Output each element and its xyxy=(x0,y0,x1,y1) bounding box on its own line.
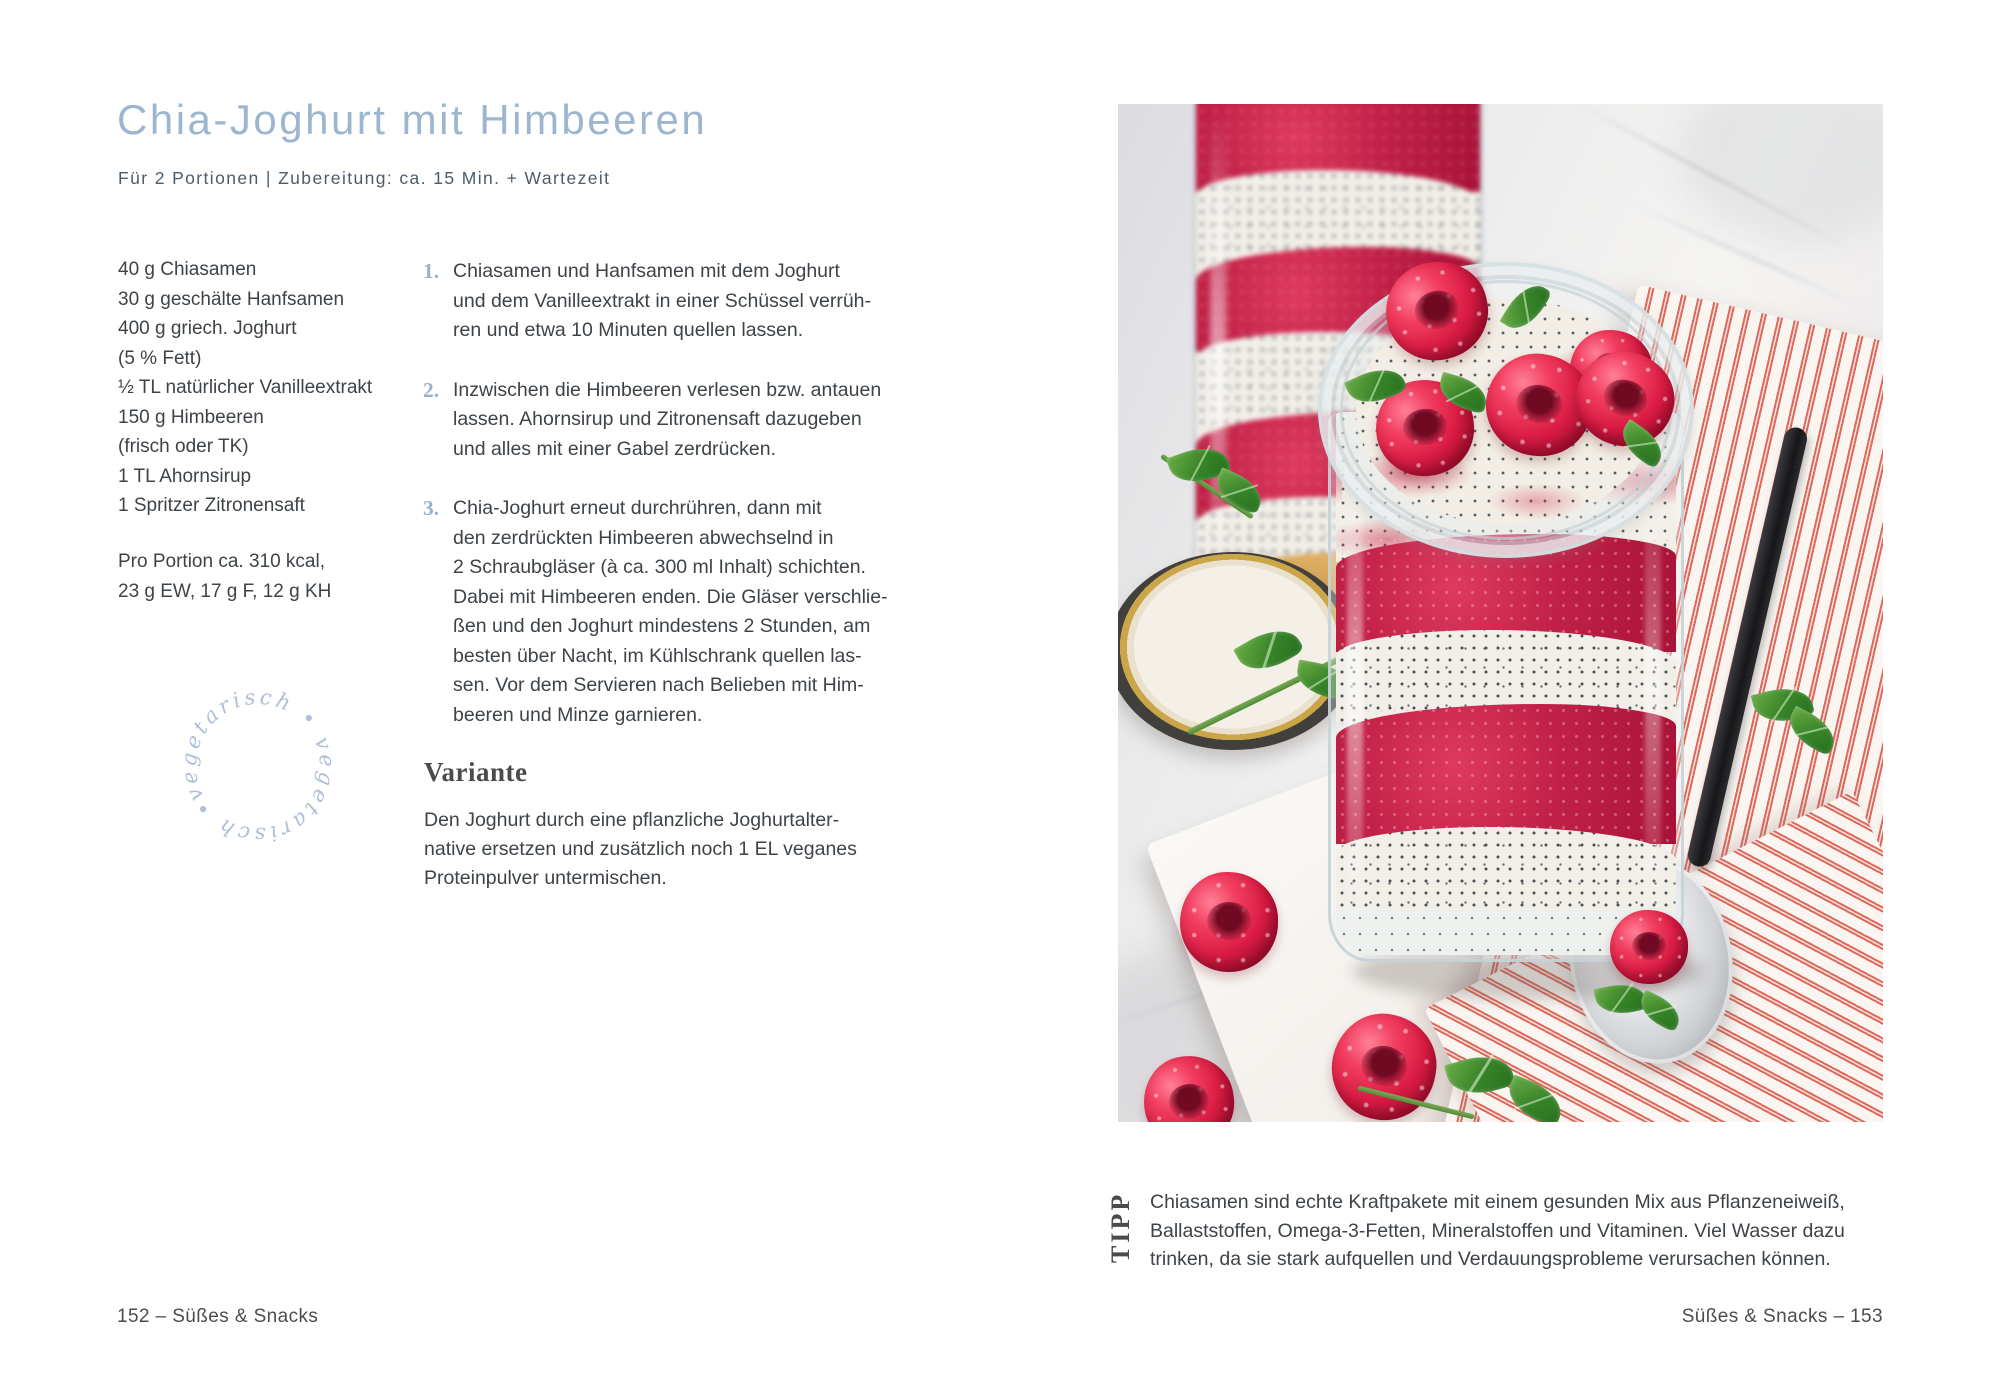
step-number: 3. xyxy=(423,496,440,520)
nutrition-line: Pro Portion ca. 310 kcal, xyxy=(118,551,325,572)
ingredient-line: ½ TL natürlicher Vanilleextrakt xyxy=(118,377,373,398)
page-number-left: 152 – Süßes & Snacks xyxy=(117,1306,319,1327)
instruction-steps xyxy=(423,257,923,760)
step-1 xyxy=(423,257,923,346)
ingredient-line: 40 g Chiasamen xyxy=(118,259,257,280)
main-jar xyxy=(1318,262,1698,974)
stamp-text: vegetarisch • vegetarisch • xyxy=(176,684,340,848)
recipe-photo xyxy=(1118,104,1883,1122)
page-number-right: Süßes & Snacks – 153 xyxy=(1681,1306,1883,1327)
step-text: Inzwischen die Himbeeren verlesen bzw. antauen lassen. Ahornsirup und Zitronensaft dazugeben und alles mit einer Gabel zerdrücken. xyxy=(453,378,882,460)
ingredient-line: (frisch oder TK) xyxy=(118,436,249,457)
svg-text:vegetarisch • vegetarisch • xyxy=(147,655,369,877)
ingredient-line: (5 % Fett) xyxy=(118,347,202,369)
variant-heading: Variante xyxy=(424,757,528,787)
step-3 xyxy=(423,494,923,730)
step-number: 2. xyxy=(423,377,440,402)
page-title: Chia-Joghurt mit Himbeeren xyxy=(117,96,708,143)
ingredient-line: 1 TL Ahornsirup xyxy=(118,465,252,487)
ingredient-line: 400 g griech. Joghurt xyxy=(118,318,297,339)
ingredient-line: 150 g Himbeeren xyxy=(118,406,264,428)
ingredient-line: 1 Spritzer Zitronensaft xyxy=(118,495,305,516)
step-text: Chia-Joghurt erneut durchrühren, dann mit den zerdrückten Himbeeren abwechselnd in 2 Schraubgläser (à ca. 300 ml Inhalt) schichten. Dabei mit Himbeeren enden. Die Gläser verschlie- ßen und den Joghurt mindestens 2 Stunden, am besten über Nacht, im Kühlschrank quellen las- sen. Vor dem Servieren nach Belieben mit Him- beeren und Minze garnieren. xyxy=(453,497,888,726)
nutrition-line: 23 g EW, 17 g F, 12 g KH xyxy=(118,580,332,602)
raspberry xyxy=(1610,910,1688,984)
raspberry xyxy=(1180,872,1278,972)
tip-label: TIPP xyxy=(1106,1191,1135,1263)
marble-patch xyxy=(1678,104,1883,244)
vegetarian-stamp xyxy=(97,605,419,927)
ingredient-line: 30 g geschälte Hanfsamen xyxy=(118,288,345,310)
ingredient-list xyxy=(118,255,372,521)
step-number: 1. xyxy=(423,259,440,283)
step-text: Chiasamen und Hanfsamen mit dem Joghurt und dem Vanilleextrakt in einer Schüssel verrüh- ren und etwa 10 Minuten quellen lassen. xyxy=(453,260,872,341)
recipe-meta: Für 2 Portionen | Zubereitung: ca. 15 Min. + Wartezeit xyxy=(118,168,611,188)
variant-text: Den Joghurt durch eine pflanzliche Joghurtalter- native ersetzen und zusätzlich noch 1 EL veganes Proteinpulver untermischen. xyxy=(424,809,857,889)
step-2 xyxy=(423,376,923,465)
nutrition-info xyxy=(118,547,331,606)
tip-text: Chiasamen sind echte Kraftpakete mit einem gesunden Mix aus Pflanzeneiweiß, Ballaststoffen, Omega-3-Fetten, Mineralstoffen und Vitaminen. Viel Wasser dazu trinken, da sie stark aufquellen und Verdauungsprobleme verursachen können. xyxy=(1150,1191,1845,1270)
